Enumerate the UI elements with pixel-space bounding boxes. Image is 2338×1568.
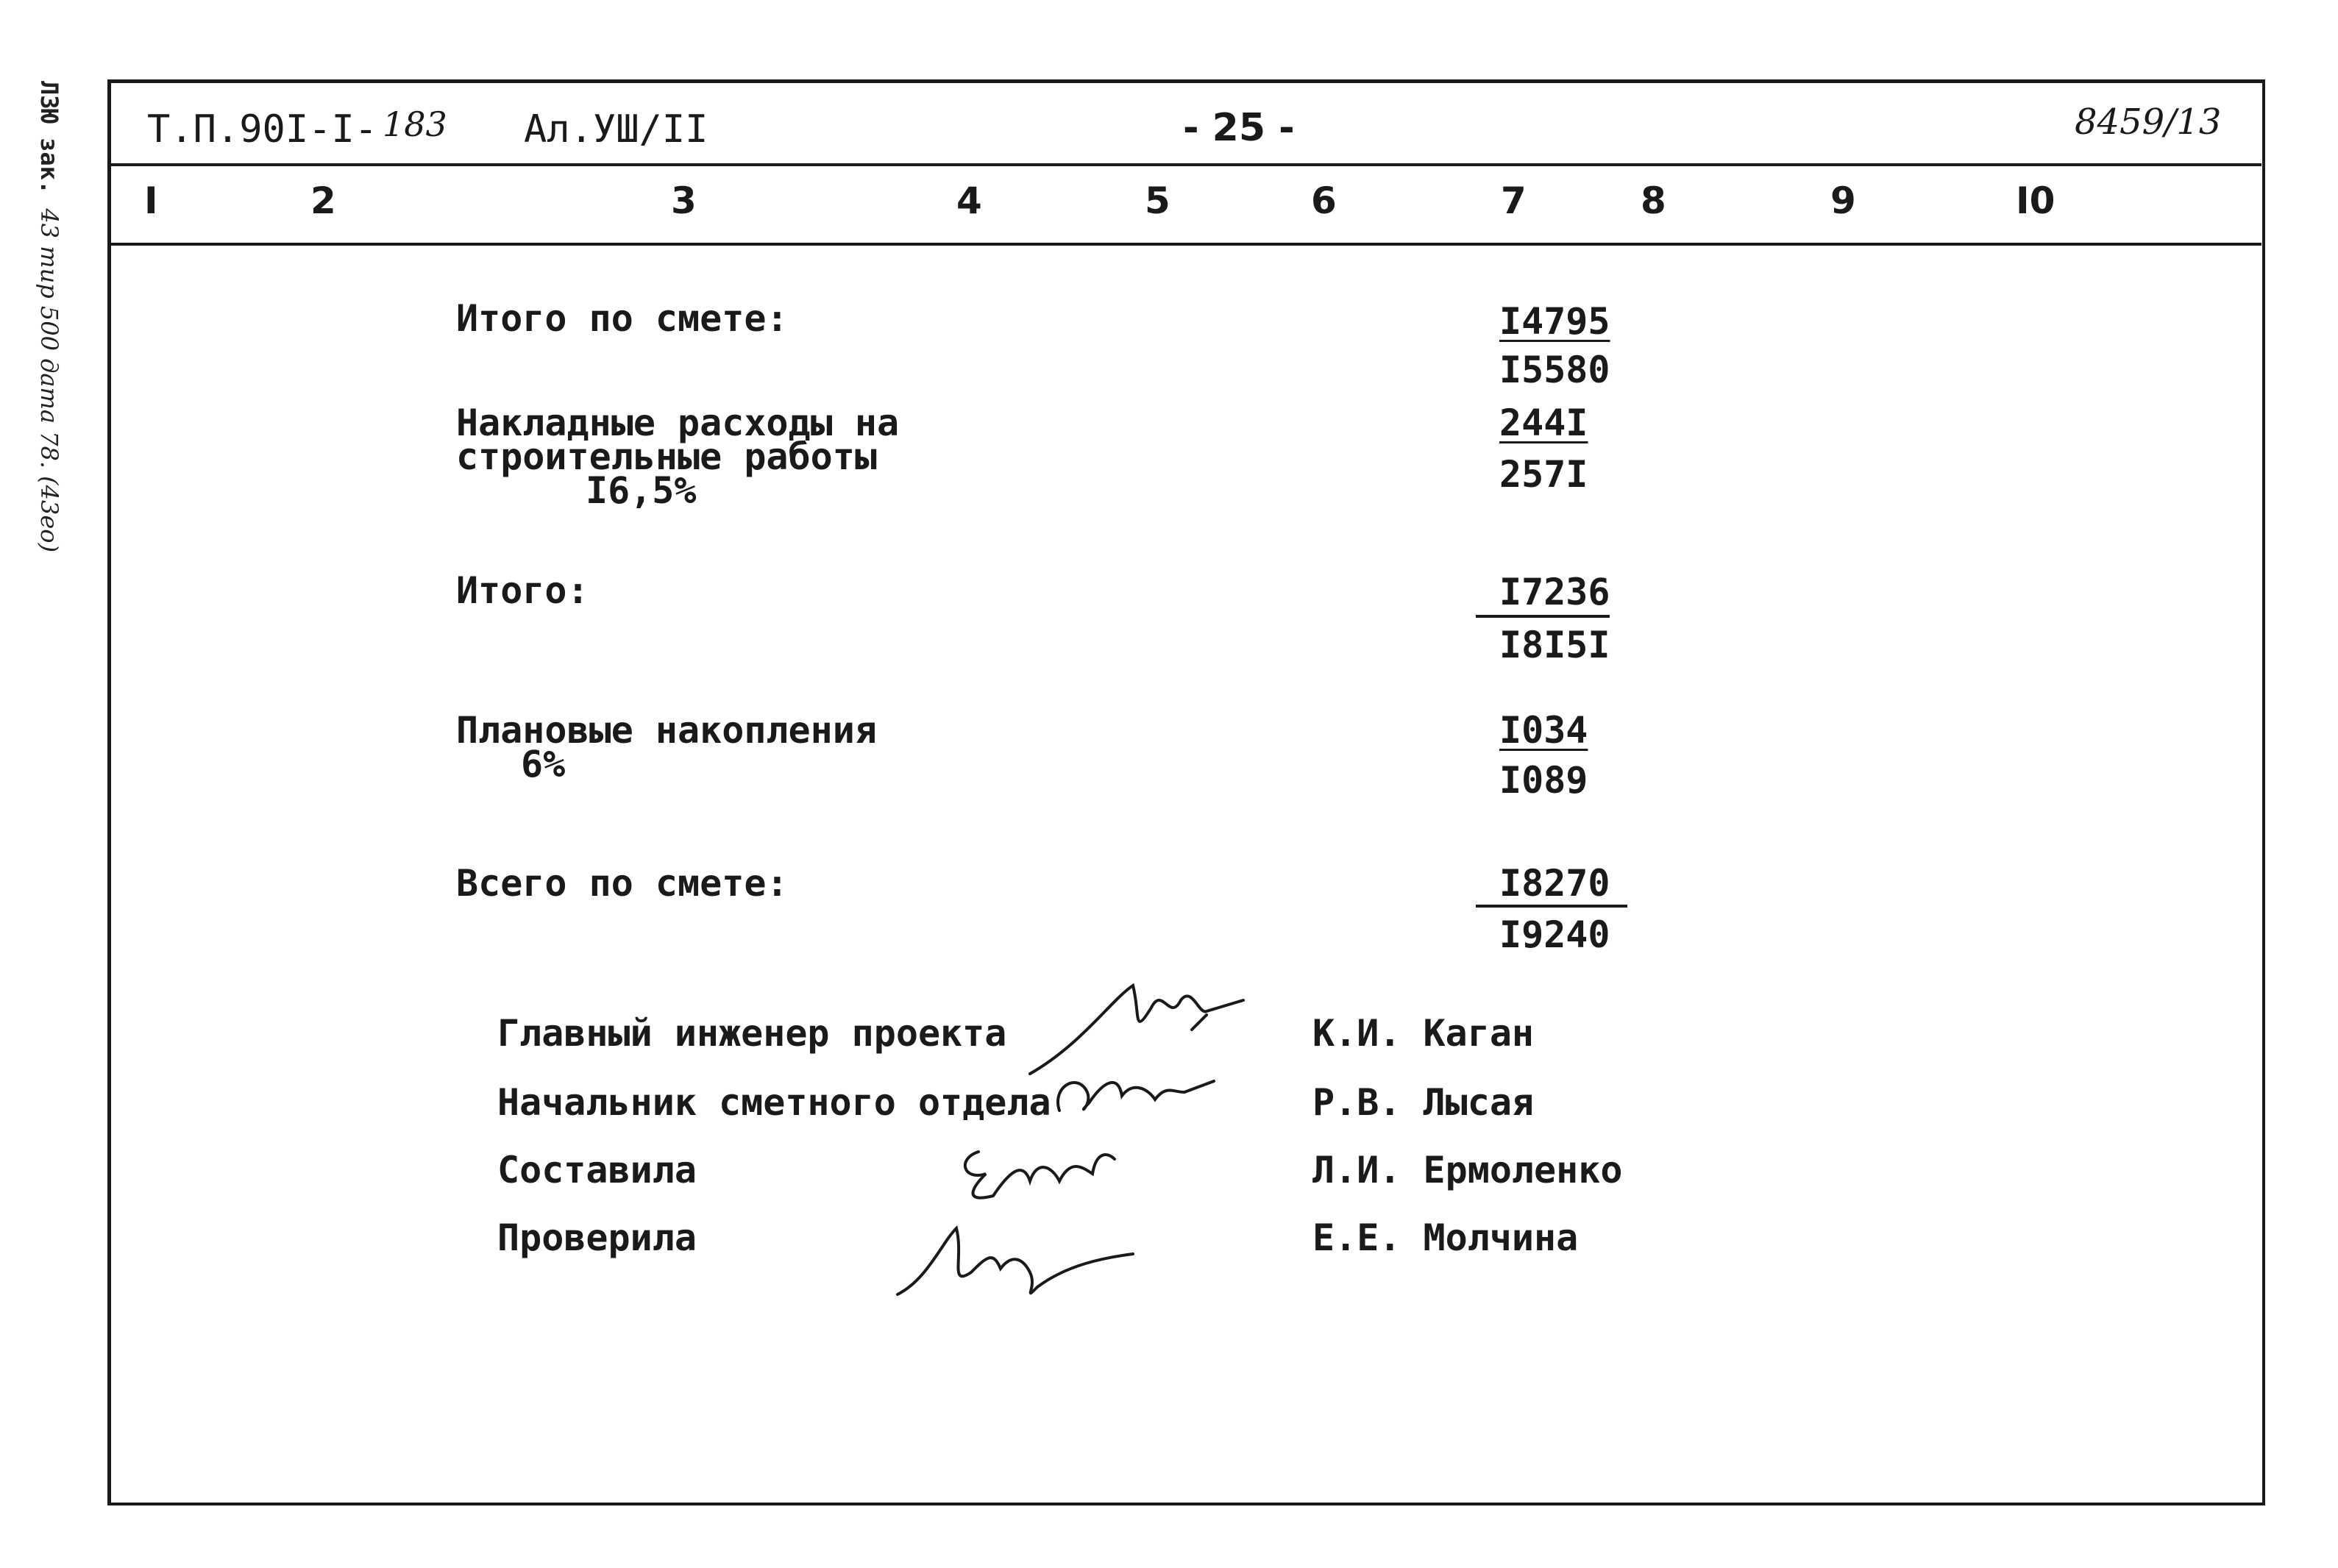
value-bottom: I9240 <box>1499 913 1610 956</box>
column-number: 5 <box>1145 179 1170 222</box>
signature-scribble <box>949 1130 1140 1211</box>
signature-role: Проверила <box>497 1216 697 1259</box>
signature-name: Р.В. Лысая <box>1312 1081 1535 1124</box>
column-number: I0 <box>2016 179 2055 222</box>
sheet-reference: 8459/13 <box>2075 101 2222 143</box>
value-top: I8270 <box>1499 862 1610 905</box>
signature-role: Главный инженер проекта <box>497 1012 1007 1055</box>
column-number: 6 <box>1311 179 1337 222</box>
column-number: 7 <box>1501 179 1527 222</box>
album-code: Ал.УШ/II <box>524 107 708 152</box>
value-bottom: 257I <box>1499 453 1588 496</box>
column-number: 2 <box>310 179 336 222</box>
column-number: I <box>144 179 158 222</box>
signature-role: Составила <box>497 1149 697 1191</box>
signature-name: К.И. Каган <box>1312 1012 1535 1055</box>
value-top: I4795 <box>1499 300 1610 343</box>
value-bottom: I089 <box>1499 759 1588 802</box>
column-number: 9 <box>1830 179 1856 222</box>
page-number: - 25 - <box>1183 106 1295 150</box>
column-number: 8 <box>1641 179 1666 222</box>
signature-scribble <box>890 1214 1140 1309</box>
row-label: Плановые накопления <box>456 709 877 752</box>
row-rate: I6,5% <box>586 469 697 512</box>
row-label: Итого по смете: <box>456 297 789 340</box>
row-label: строительные работы <box>456 435 877 478</box>
row-label: Накладные расходы на <box>456 402 900 444</box>
signature-role: Начальник сметного отдела <box>497 1081 1051 1124</box>
page-frame <box>107 79 2265 1505</box>
total-rule <box>1476 905 1627 908</box>
column-divider <box>107 243 2261 246</box>
margin-note-printed: ЛЗЮ зак. <box>35 81 63 195</box>
value-bottom: I8I5I <box>1499 624 1610 666</box>
margin-note-handwritten: 43 тир 500 дата 78. (43ео) <box>35 208 63 553</box>
signature-scribble <box>1045 1059 1236 1125</box>
row-label: Всего по смете: <box>456 862 789 905</box>
row-rate: 6% <box>521 743 566 785</box>
total-rule <box>1476 615 1610 618</box>
row-label: Итого: <box>456 569 589 612</box>
margin-note <box>35 81 63 552</box>
value-top: 244I <box>1499 402 1588 444</box>
doc-code-handwritten: 183 <box>383 104 447 144</box>
signature-name: Е.Е. Молчина <box>1312 1216 1579 1259</box>
signature-name: Л.И. Ермоленко <box>1312 1149 1623 1191</box>
column-number: 3 <box>671 179 697 222</box>
value-bottom: I5580 <box>1499 349 1610 391</box>
doc-code: Т.П.90I-I- <box>147 107 378 152</box>
header-divider <box>107 163 2261 166</box>
value-top: I034 <box>1499 709 1588 752</box>
value-top: I7236 <box>1499 571 1610 613</box>
column-number: 4 <box>956 179 982 222</box>
